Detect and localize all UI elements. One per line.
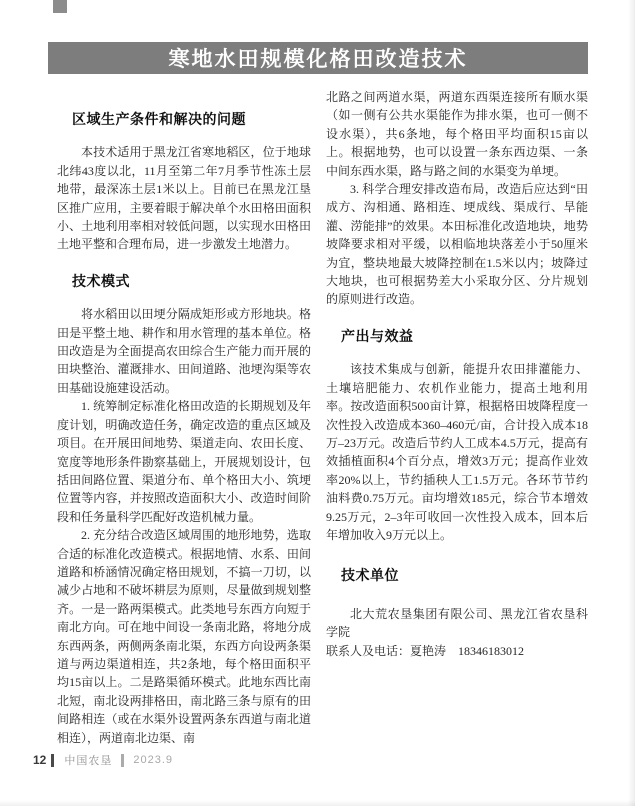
page-footer xyxy=(33,752,173,768)
journal-name: 中国农垦 xyxy=(64,755,113,767)
para-contact-info: 联系人及电话：夏艳涛 18346183012 xyxy=(326,643,525,658)
para-point-2: 2. 充分结合改造区域周围的地形地势，选取合适的标准化改造模式。根据地情、水系、田间道路和桥涵情况确定格田规划，不搞一刀切，以减少占地和不破坏耕层为原则，尽量做到规划整齐。一是一路两渠模式。此类地号东西方向短于南北方向。可在地中间设一条南北路，将地分成东西两条，两侧两条南北渠，东西方向设两条渠道与两边渠道相连，共2条地，每个格田面积平均15亩以上。二是路渠循环模式。此地东西比南北短，南北设两排格田，南北路三条与原有的田间路相连（或在水渠外设置两条东西道与南北道相连），两道南北边渠、南 xyxy=(57,528,311,745)
para-region-intro: 本技术适用于黑龙江省寒地稻区，位于地球北纬43度以北，11月至第二年7月季节性冻土层地带，最深冻土层1米以上。目前已在黑龙江垦区推广应用，主要着眼于解决单个水田格田面积小、土地利用率相对较低问题，以实现水田格田土地平整和合理布局，进一步激发土地潜力。 xyxy=(57,145,311,252)
para-unit-names: 北大荒农垦集团有限公司、黑龙江省农垦科学院 xyxy=(326,606,588,640)
title-banner xyxy=(48,42,588,74)
para-point-3: 3. 科学合理安排改造布局，改造后应达到“田成方、沟相通、路相连、埂成线、渠成行、旱能灌、涝能排”的效果。本田标准化改造地块，地势坡降要求相对平缓，以相临地块落差小于50厘米为宜，整块地最大坡降控制在1.5米以内；坡降过大地块，也可根据势差大小采取分区、分片规划的原则进行改造。 xyxy=(326,182,588,307)
footer-divider-dark xyxy=(51,754,54,767)
para-point-2-continued: 北路之间两道水渠，两道东西渠连接所有顺水渠（如一侧有公共水渠能作为排水渠，也可一侧不设水渠），共6条地，每个格田平均面积15亩以上。根据地势，也可以设置一条东西边渠、一条中间东西水渠，路与路之间的水渠变为单埂。 xyxy=(326,90,588,178)
scan-edge-bottom xyxy=(0,800,635,806)
issue-number: 2023.9 xyxy=(133,754,174,766)
para-mode-intro: 将水稻田以田埂分隔成矩形或方形地块。格田是平整土地、耕作和用水管理的基本单位。格田改造是为全面提高农田综合生产能力而开展的田块整治、灌溉排水、田间道路、池埂沟渠等农田基础设施建设活动。 xyxy=(57,307,311,395)
left-column xyxy=(57,110,311,747)
section-heading-unit: 技术单位 xyxy=(341,567,399,584)
scan-edge-right xyxy=(628,0,635,806)
right-column xyxy=(326,88,588,660)
article-title: 寒地水田规模化格田改造技术 xyxy=(168,48,468,71)
para-point-1: 1. 统筹制定标准化格田改造的长期规划及年度计划，明确改造任务，确定改造的重点区域及项目。在开展田间地势、渠道走向、农田长度、宽度等地形条件勘察基础上，开展规划设计，包括田间路位置、渠道分布、单个格田大小、筑埂位置等内容，并按照改造面积大小、改造时间阶段和任务量科学匹配好改造机械力量。 xyxy=(57,399,311,524)
para-benefit: 该技术集成与创新，能提升农田排灌能力、土壤培肥能力、农机作业能力，提高土地利用率。按改造面积500亩计算，根据格田坡降程度一次性投入改造成本360–460元/亩，合计投入成本18万–23万元。改造后节约人工成本4.5万元，提高有效插植面积4个百分点，增效3万元；提高作业效率20%以上，节约插秧人工1.5万元。各环节节约油料费0.75万元。亩均增效185元，综合节本增效9.25万元，2–3年可收回一次性投入成本，回本后年增加收入9万元以上。 xyxy=(326,362,588,542)
corner-marker xyxy=(53,0,67,13)
section-heading-conditions: 区域生产条件和解决的问题 xyxy=(72,111,246,127)
page-number: 12 xyxy=(33,753,47,767)
footer-divider-light xyxy=(121,754,124,767)
section-heading-mode: 技术模式 xyxy=(72,272,130,289)
section-heading-output: 产出与效益 xyxy=(341,327,414,344)
